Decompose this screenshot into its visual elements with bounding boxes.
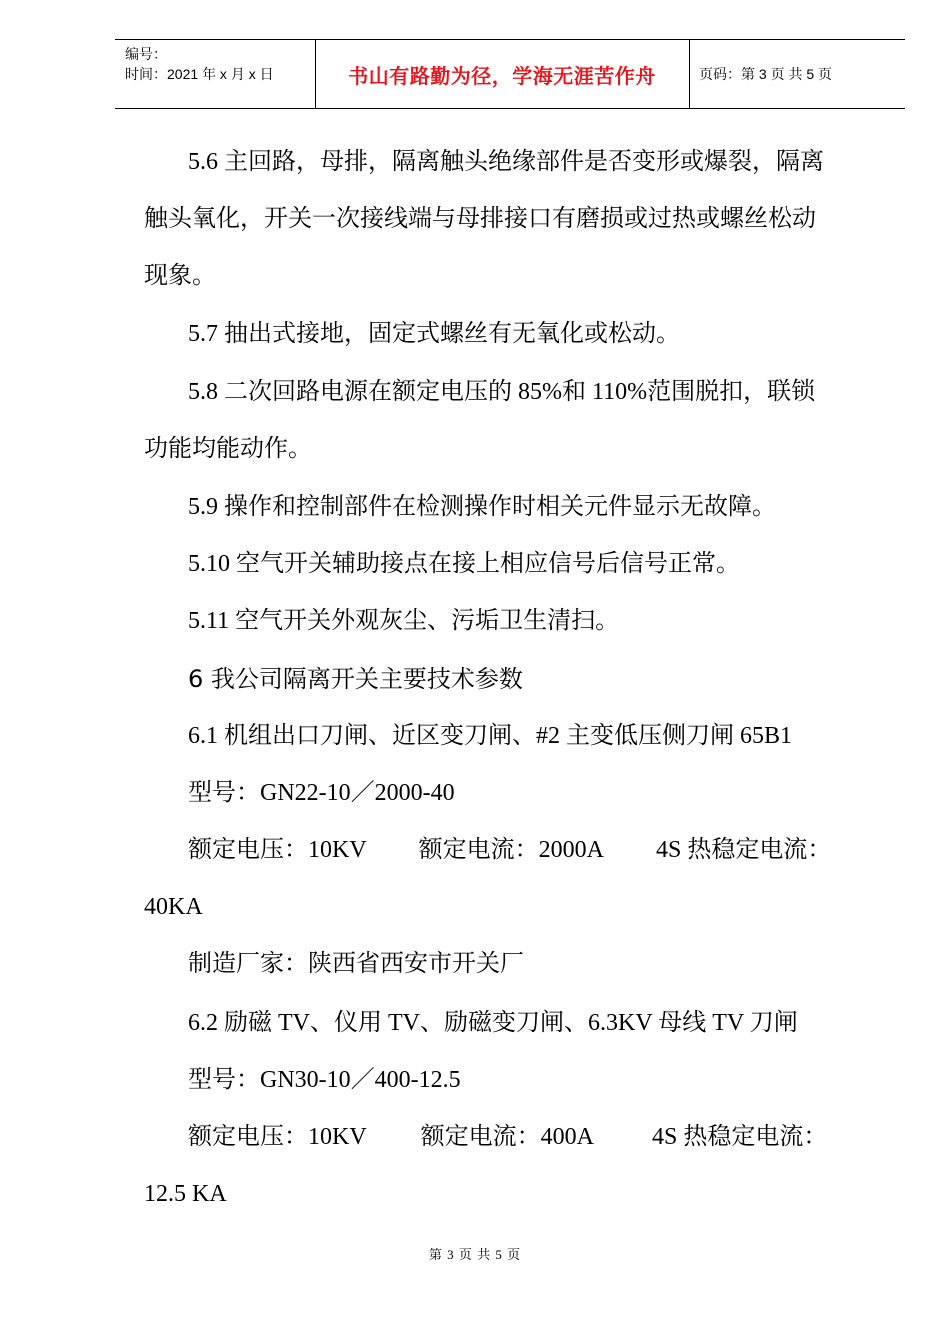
text-line: 6.1 机组出口刀闸、近区变刀闸、#2 主变低压侧刀闸 65B1	[188, 723, 793, 749]
text-line: 5.6 主回路，母排，隔离触头绝缘部件是否变形或爆裂，隔离	[188, 149, 824, 175]
text-line: 5.7 抽出式接地，固定式螺丝有无氧化或松动。	[188, 321, 680, 347]
page-header	[115, 39, 905, 109]
paragraph-5-11	[144, 593, 879, 650]
text-line: 功能均能动作。	[144, 436, 312, 462]
paragraph-5-8	[144, 364, 879, 478]
thermal-current-value: 12.5 KA	[144, 1181, 227, 1207]
text-line: 5.8 二次回路电源在额定电压的 85%和 110%范围脱扣，联锁	[188, 379, 816, 405]
text-line: 现象。	[144, 263, 216, 289]
header-number-label: 编号：	[125, 46, 167, 62]
page-footer: 第 3 页 共 5 页	[428, 1247, 522, 1262]
thermal-current-label: 4S 热稳定电流：	[652, 1124, 828, 1150]
paragraph-5-10	[144, 536, 879, 593]
section-6-1	[144, 708, 879, 993]
paragraph-5-7	[144, 306, 879, 363]
model-line: 型号：GN22-10／2000-40	[188, 780, 455, 806]
ratings-line	[144, 822, 879, 879]
paragraph-5-9	[144, 479, 879, 536]
rated-current: 额定电流：2000A	[418, 837, 605, 863]
section-title: 6 我公司隔离开关主要技术参数	[188, 665, 523, 693]
ratings-line	[144, 1109, 879, 1166]
text-line: 5.11 空气开关外观灰尘、污垢卫生清扫。	[188, 608, 620, 634]
rated-voltage: 额定电压：10KV	[188, 1124, 367, 1150]
header-time-label: 时间：2021 年 x 月 x 日	[125, 66, 274, 82]
header-motto: 书山有路勤为径，学海无涯苦作舟	[348, 63, 656, 88]
rated-voltage: 额定电压：10KV	[188, 837, 367, 863]
model-line: 型号：GN30-10／400-12.5	[188, 1067, 461, 1093]
section-6-heading	[144, 651, 879, 708]
header-meta	[125, 44, 310, 84]
rated-current: 额定电流：400A	[420, 1124, 595, 1150]
text-line: 5.10 空气开关辅助接点在接上相应信号后信号正常。	[188, 551, 740, 577]
maker-line: 制造厂家：陕西省西安市开关厂	[188, 951, 524, 977]
text-line: 触头氧化，开关一次接线端与母排接口有磨损或过热或螺丝松动	[144, 206, 816, 232]
paragraph-5-6	[144, 134, 879, 305]
thermal-current-value: 40KA	[144, 894, 203, 920]
thermal-current-label: 4S 热稳定电流：	[656, 837, 832, 863]
section-6-2	[144, 995, 879, 1223]
text-line: 5.9 操作和控制部件在检测操作时相关元件显示无故障。	[188, 494, 776, 520]
header-page-label: 页码：第 3 页 共 5 页	[699, 66, 833, 82]
text-line: 6.2 励磁 TV、仪用 TV、励磁变刀闸、6.3KV 母线 TV 刀闸	[188, 1010, 798, 1036]
